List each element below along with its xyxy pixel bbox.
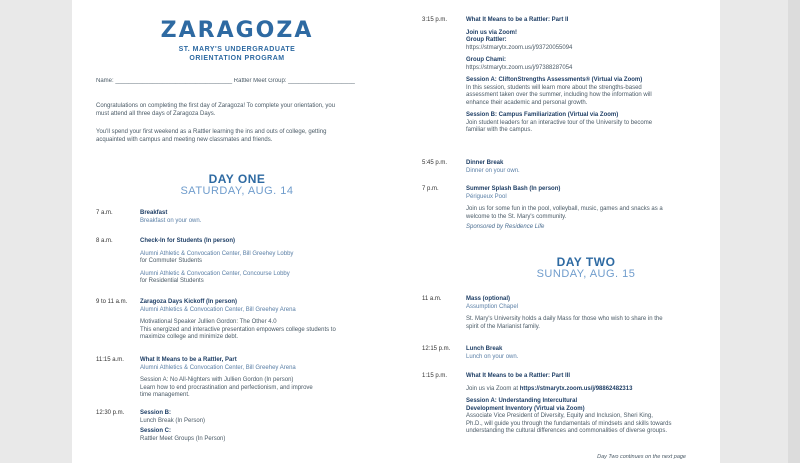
item-time: 3:15 p.m. — [422, 17, 448, 23]
intro-line: You'll spend your first weekend as a Rattler learning the ins and outs of college, getting — [96, 129, 327, 135]
zoom-link[interactable]: https://stmarytx.zoom.us/j/93720055094 — [466, 44, 573, 51]
session-title: Session A: Understanding Intercultural — [466, 398, 578, 404]
item-title: What It Means to be a Rattler, Part — [140, 357, 237, 363]
item-text: understanding the cultural differences and commonalities of diverse groups. — [466, 428, 668, 434]
item-text: for Residential Students — [140, 278, 204, 284]
item-time: 11 a.m. — [422, 296, 442, 302]
item-subtitle: Lunch on your own. — [466, 353, 519, 360]
day-two-heading: DAY TWO — [556, 255, 616, 269]
item-text: Rattler Meet Groups (In Person) — [140, 435, 226, 442]
day-two-date: SUNDAY, AUG. 15 — [536, 268, 636, 280]
item-text: In this session, students will learn more about the strengths-based — [466, 84, 642, 91]
item-text: enhance their academic and personal growth. — [466, 99, 588, 106]
zoom-note: Join us via Zoom! — [466, 29, 518, 36]
item-time: 12:30 p.m. — [96, 410, 125, 416]
item-time: 7 p.m. — [422, 186, 439, 192]
zoom-link[interactable]: https://stmarytx.zoom.us/j/97388287054 — [466, 64, 573, 71]
session-title: Session B: Campus Familiarization (Virtual via Zoom) — [466, 112, 619, 118]
item-text: St. Mary's University holds a daily Mass for those who wish to share in the — [466, 316, 663, 322]
item-subtitle: Breakfast on your own. — [140, 217, 202, 224]
item-title: Breakfast — [140, 210, 168, 216]
item-location: Alumni Athletic & Convocation Center, Bill Greehey Lobby — [140, 250, 294, 257]
item-text: Session B: — [140, 410, 172, 416]
item-time: 8 a.m. — [96, 238, 113, 244]
item-text: assessment taken over the summer, including how the information will — [466, 92, 652, 98]
item-text: Session A: No All-Nighters with Jullien Gordon (In person) — [140, 377, 294, 383]
item-time: 7 a.m. — [96, 210, 113, 216]
group-label: Group Chami: — [466, 57, 506, 63]
item-title: Lunch Break — [466, 346, 503, 352]
item-text: This energized and interactive presentation empowers college students to — [140, 326, 336, 333]
item-subtitle: Alumni Athletics & Convocation Center, Bill Greehey Arena — [140, 306, 296, 313]
intro-paragraph-2 — [96, 128, 378, 144]
item-title: Mass (optional) — [466, 296, 511, 302]
item-time: 1:15 p.m. — [422, 373, 448, 379]
session-title: Development Inventory (Virtual via Zoom) — [466, 405, 585, 412]
item-location: Alumni Athletic & Convocation Center, Concourse Lobby — [140, 270, 290, 277]
item-time: 12:15 p.m. — [422, 346, 451, 352]
program-subtitle-1: ST. MARY'S UNDERGRADUATE — [178, 46, 296, 53]
item-text: Associate Vice President of Diversity, Equity and Inclusion, Sheri King, — [466, 413, 653, 419]
item-subtitle: Alumni Athletics & Convocation Center, Bill Greehey Arena — [140, 364, 296, 371]
item-time: 9 to 11 a.m. — [96, 299, 128, 305]
intro-line: must attend all three days of Zaragoza Days. — [96, 111, 216, 117]
item-text: Join student leaders for an interactive tour of the University to become — [466, 119, 653, 126]
group-label: Group Rattler: — [466, 37, 507, 43]
intro-line: Congratulations on completing the first day of Zaragoza! To complete your orientation, you — [96, 103, 336, 109]
name-field-line[interactable]: Name: ___________________________________ Rattler Meet Group: ____________________ — [96, 78, 355, 84]
zoom-prefix: Join us via Zoom at — [466, 385, 520, 392]
zoom-note — [466, 386, 706, 394]
item-title: Dinner Break — [466, 160, 504, 166]
item-title: Summer Splash Bash (In person) — [466, 186, 561, 192]
item-text: spirit of the Marianist family. — [466, 323, 540, 330]
continuation-note: Day Two continues on the next page — [597, 454, 686, 460]
item-text: Motivational Speaker Jullien Gordon: The Other 4.0 — [140, 319, 277, 325]
session-title: Session A: CliftonStrengths Assessments® (Virtual via Zoom) — [466, 77, 643, 83]
item-time: 11:15 a.m. — [96, 357, 124, 363]
item-text: welcome to the St. Mary's community. — [466, 213, 567, 220]
item-text: Learn how to end procrastination and perfectionism, and improve — [140, 384, 313, 391]
item-text: Ph.D., will guide you through the fundamentals of mindsets and skills towards — [466, 420, 672, 427]
item-text: maximize college and minimize debt. — [140, 334, 239, 340]
right-column — [422, 0, 706, 463]
left-column — [96, 0, 378, 463]
item-text: Join us for some fun in the pool, volleyball, music, games and snacks as a — [466, 206, 663, 212]
scrollbar[interactable] — [788, 0, 800, 463]
program-title: ZARAGOZA — [160, 18, 314, 43]
item-title: What It Means to be a Rattler: Part II — [466, 17, 569, 23]
item-subtitle: Dinner on your own. — [466, 167, 520, 174]
item-subtitle: Périgueux Pool — [466, 193, 507, 200]
item-title: What It Means to be a Rattler: Part III — [466, 373, 571, 379]
item-time: 5:45 p.m. — [422, 160, 448, 166]
item-text: familiar with the campus. — [466, 127, 533, 133]
day-one-date: SATURDAY, AUG. 14 — [180, 185, 294, 197]
item-text: time management. — [140, 392, 190, 398]
intro-paragraph-1 — [96, 102, 378, 118]
item-text: Session C: — [140, 428, 172, 434]
intro-line: acquainted with campus and meeting new classmates and friends. — [96, 137, 273, 143]
day-one-heading: DAY ONE — [208, 172, 266, 186]
program-subtitle-2: ORIENTATION PROGRAM — [189, 55, 285, 62]
item-text: Lunch Break (In Person) — [140, 417, 206, 424]
item-title: Zaragoza Days Kickoff (In person) — [140, 299, 238, 305]
zoom-link[interactable]: https://stmarytx.zoom.us/j/98862482313 — [519, 385, 633, 392]
item-subtitle: Assumption Chapel — [466, 303, 519, 310]
item-text: for Commuter Students — [140, 258, 203, 264]
item-title: Check-In for Students (In person) — [140, 238, 236, 244]
sponsor-note: Sponsored by Residence Life — [466, 224, 545, 230]
